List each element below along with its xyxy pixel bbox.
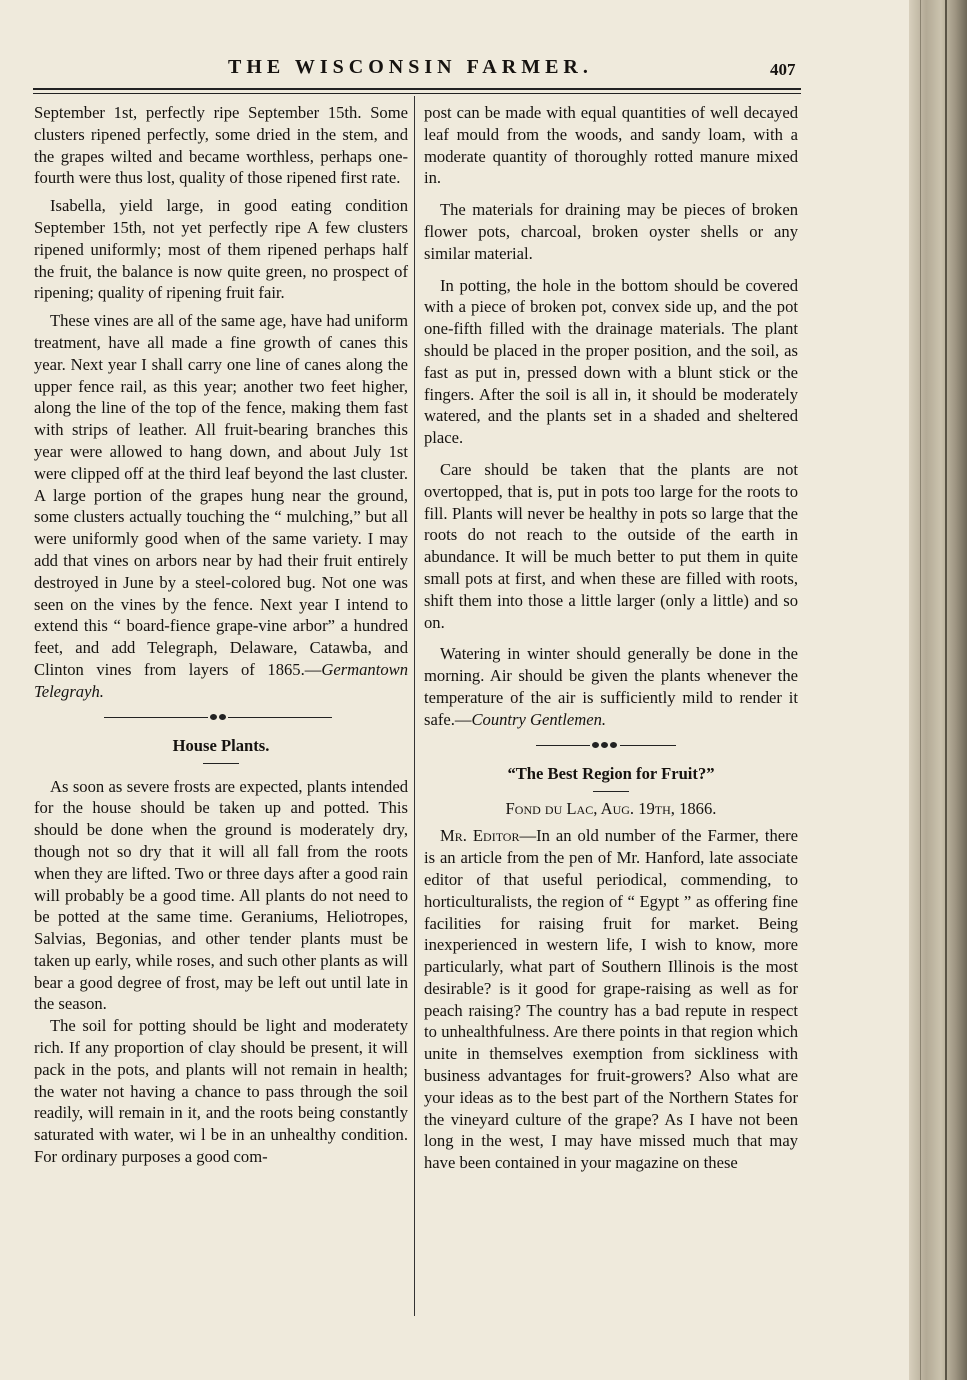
- paragraph: The soil for potting should be light and moderatety rich. If any proportion of clay should be present, it will pack in the pots, and plants will not remain in health; the water not having a chance to pass through the soil readily, will remain in it, and the roots being constantly saturated with water, wi l be in an unhealthy condition. For ordinary purposes a good com-: [34, 1016, 408, 1167]
- section-ornament: [34, 709, 408, 727]
- paragraph-text: Watering in winter should generally be done in the morning. Air should be given the plants whenever the temperature of the air is sufficiently mild to render it safe.—: [424, 644, 798, 729]
- letter-text: —In an old number of the Farmer, there is an article from the pen of Mr. Hanford, late associate editor of that useful periodical, commending, to horticulturalists, the region of “ Egypt ” as offering fine facilities for raising fruit for market. Being inexperienced in western life, I wish to know, more particularly, what part of Southern Illinois is the most desirable? is it good for grape-raising as well as for peach raising? The country has a bad repute in respect to unhealthfulness. Are there points in that region which unite in themselves exemption from sickliness with business advantages for fruit-growers? Also what are your ideas as to the best part of the Northern States for the vineyard culture of the grape? As I have not been long in the west, I may have missed much that may have been contained in your magazine on these: [424, 826, 799, 1173]
- binding-line: [945, 0, 947, 1380]
- paragraph: In potting, the hole in the bottom should be covered with a piece of broken pot, convex side up, and the pot one-fifth filled with the drainage materials. The plant should be placed in the proper position, and the soil, as fast as put in, pressed down with a blunt stick or the fingers. After the soil is all in, it should be moderately watered, and the plants set in a shaded and sheltered place.: [424, 275, 798, 448]
- paragraph: The materials for draining may be pieces of broken flower pots, charcoal, broken oyster shells or any similar material.: [424, 200, 798, 263]
- section-ornament: [424, 737, 798, 755]
- paragraph: As soon as severe frosts are expected, plants intended for the house should be taken up and potted. This should be done when the ground is moderately dry, though not so dry that it will all fall from the roots when they are lifted. Two or three days after a good rain will probably be a good time. All plants do not need to be potted at the same time. Geraniums, Heliotropes, Salvias, Begonias, and other tender plants must be taken up early, while roses, and such other plants as will bear a good degree of frost, may be left out until late in the season.: [34, 776, 408, 1014]
- left-column: [34, 102, 408, 1168]
- section-title: “The Best Region for Fruit?”: [507, 763, 715, 783]
- source-credit: Germantown Telegrayh.: [34, 659, 408, 701]
- paragraph: Isabella, yield large, in good eating condition September 15th, not yet perfectly ripe A few clusters ripened uniformly; most of them ripened perhaps half the fruit, the balance is now quite green, no prospect of ripening; quality of ripening fruit fair.: [34, 196, 408, 303]
- title-rule: [593, 791, 629, 792]
- header-rule: [33, 93, 801, 94]
- paragraph-text: These vines are all of the same age, have had uniform treatment, have all made a fine growth of canes this year. Next year I shall carry one line of canes along the upper fence rail, as this year; another two feet higher, along the line of the top of the fence, making them fast with strips of leather. All fruit-bearing branches this year were allowed to hang down, and about July 1st were clipped off at the third leaf beyond the last cluster. A large portion of the grapes hung near the ground, some clusters actually touching the “ mulching,” but all were uniformly good when of the same variety. I may add that vines on arbors near by had their fruit entirely destroyed in June by a steel-colored bug. Not one was seen on the vines by the fence. Next year I intend to extend this “ board-fience grape-vine arbor” a hundred feet, and add Telegraph, Delaware, Catawba, and Clinton vines from layers of 1865.—: [34, 311, 408, 679]
- book-binding-edge: [909, 0, 967, 1380]
- page-number: 407: [770, 60, 796, 79]
- section-title: House Plants.: [172, 735, 270, 755]
- title-rule: [203, 763, 239, 764]
- running-title: THE WISCONSIN FARMER.: [228, 56, 593, 78]
- source-credit: Country Gentlemen.: [471, 709, 607, 729]
- column-divider: [414, 96, 415, 1316]
- paragraph: [424, 643, 798, 730]
- salutation: Mr. Editor: [440, 826, 520, 846]
- right-column: [424, 102, 798, 1174]
- paragraph: [34, 310, 408, 702]
- letter-body: [424, 825, 798, 1174]
- binding-line: [920, 0, 921, 1380]
- dateline: Fond du Lac, Aug. 19th, 1866.: [505, 798, 717, 818]
- paragraph: September 1st, perfectly ripe September 15th. Some clusters ripened perfectly, some dried in the stem, and the grapes wilted and became worthless, perhaps one-fourth were thus lost, quality of those ripened first rate.: [34, 103, 408, 188]
- paragraph: post can be made with equal quantities of well decayed leaf mould from the woods, and sandy loam, with a moderate quantity of thoroughly rotted manure mixed in.: [424, 103, 798, 188]
- header-rule: [33, 88, 801, 90]
- paragraph: Care should be taken that the plants are not overtopped, that is, put in pots too large for the roots to fill. Plants will never be healthy in pots so large that the roots do not reach to the outside of the earth in abundance. It will be much better to put them in quite small pots at first, and when these are filled with roots, shift them into those a little larger (only a little) and so on.: [424, 459, 798, 632]
